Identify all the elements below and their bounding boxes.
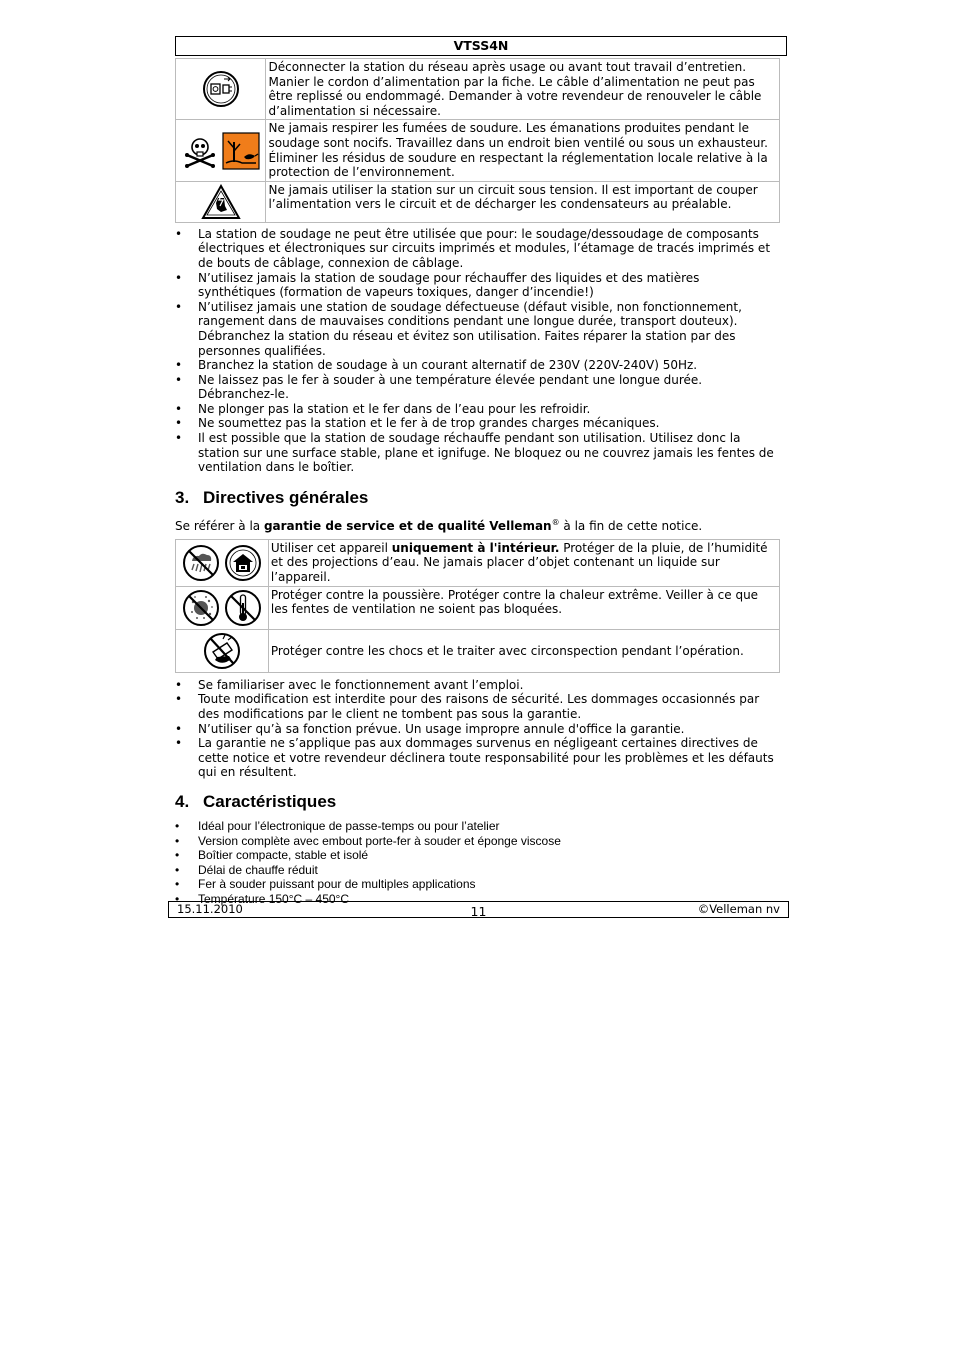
electric-shock-warning-icon <box>201 184 241 220</box>
guidelines-bullet-list <box>175 678 787 780</box>
icon-cell <box>176 181 266 222</box>
guidelines-table <box>175 539 780 673</box>
list-item: • N’utiliser qu’à sa fonction prévue. Un usage impropre annule d'office la garantie. <box>198 722 780 737</box>
warranty-note-bold: garantie de service et de qualité Velleman <box>263 518 552 533</box>
list-item: • Idéal pour l’électronique de passe-temps ou pour l’atelier <box>198 819 780 834</box>
warranty-note-text: à la fin de cette notice. <box>559 518 703 533</box>
list-item: • Température 150°C – 450°C <box>198 892 780 907</box>
warranty-note-text: Se référer à la <box>175 518 264 533</box>
table-text: Protéger contre la poussière. Protéger contre la chaleur extrême. Veiller à ce que les fentes de ventilation ne soient pas bloquées. <box>268 586 779 629</box>
list-item: • N’utilisez jamais la station de soudage pour réchauffer des liquides et des matières synthétiques (formation de vapeurs toxiques, danger d’incendie!) <box>198 271 780 300</box>
section-number: 4. <box>175 792 190 811</box>
safety-table <box>175 58 780 223</box>
list-item: • Version complète avec embout porte-fer à souder et éponge viscose <box>198 834 780 849</box>
no-heat-icon <box>224 589 262 627</box>
section-number: 3. <box>175 487 190 507</box>
warranty-note <box>175 515 787 534</box>
environment-hazard-icon <box>222 132 260 170</box>
table-row <box>176 629 780 672</box>
safety-bullet-list <box>175 227 787 475</box>
icon-cell <box>176 586 269 629</box>
list-item: • N’utilisez jamais une station de soudage défectueuse (défaut visible, non fonctionnement, rangement dans de mauvaises conditions pendant une longue durée, transport douteux). Débranchez la station du réseau et évitez son utilisation. Faites réparer la station par des personnes qualifiées. <box>198 300 780 358</box>
section-heading <box>175 488 787 508</box>
indoor-only-icon <box>224 544 262 582</box>
list-item: • Délai de chauffe réduit <box>198 863 780 878</box>
page-header <box>175 36 787 56</box>
indoor-only-emphasis: uniquement à l'intérieur. <box>391 540 560 555</box>
list-item: • La garantie ne s’applique pas aux dommages survenus en négligeant certaines directives de cette notice et votre revendeur déclinera toute responsabilité pour les problèmes et les défauts qui en résultent. <box>198 736 780 780</box>
table-text-part: Protéger de la pluie, de l’humidité et des projections d’eau. Ne jamais placer d’objet contenant un liquide sur l’appareil. <box>270 540 768 585</box>
table-row <box>176 586 780 629</box>
features-bullet-list <box>175 819 787 907</box>
list-item: • Ne laissez pas le fer à souder à une température élevée pendant une longue durée. Débranchez-le. <box>198 373 780 402</box>
toxic-skull-icon <box>182 133 218 169</box>
list-item: • Ne soumettez pas la station et le fer à de trop grandes charges mécaniques. <box>198 416 780 431</box>
page-footer <box>168 901 789 918</box>
list-item: • Fer à souder puissant pour de multiples applications <box>198 877 780 892</box>
footer-date: 15.11.2010 <box>177 902 243 916</box>
page-number: 11 <box>470 904 487 919</box>
list-item: • Branchez la station de soudage à un courant alternatif de 230V (220V-240V) 50Hz. <box>198 358 780 373</box>
icon-cell <box>176 539 269 586</box>
list-item: • Ne plonger pas la station et le fer dans de l’eau pour les refroidir. <box>198 402 780 417</box>
list-item: • La station de soudage ne peut être utilisée que pour: le soudage/dessoudage de composants électriques et électroniques sur circuits imprimés et modules, l’étamage de tracés imprimés et de bouts de câblage, connexion de câblage. <box>198 227 780 271</box>
table-text: Déconnecter la station du réseau après usage ou avant tout travail d’entretien. Manier le cordon d’alimentation par la fiche. Le câble d’alimentation ne peut pas être replissé ou endommagé. Demander à votre revendeur de renouveler le câble d’alimentation si nécessaire. <box>266 59 780 120</box>
table-text: Ne jamais utiliser la station sur un circuit sous tension. Il est important de couper l’alimentation vers le circuit et de décharger les condensateurs au préalable. <box>266 181 780 222</box>
table-text: Ne jamais respirer les fumées de soudure. Les émanations produites pendant le soudage sont nocifs. Travaillez dans un endroit bien ventilé ou sous un exhausteur. Éliminer les résidus de soudure en respectant la réglementation locale relative à la protection de l’environnement. <box>266 120 780 181</box>
unplug-icon <box>202 70 240 108</box>
table-row <box>176 59 780 120</box>
list-item: • Toute modification est interdite pour des raisons de sécurité. Les dommages occasionnés par des modifications par le client ne tombent pas sous la garantie. <box>198 692 780 721</box>
no-rain-icon <box>182 544 220 582</box>
list-item: • Il est possible que la station de soudage réchauffe pendant son utilisation. Utilisez donc la station sur une surface stable, plane et ignifuge. Ne bloquez ou ne couvrez jamais les fentes de ventilation dans le boîtier. <box>198 431 780 475</box>
no-dust-icon <box>182 589 220 627</box>
table-text: Protéger contre les chocs et le traiter avec circonspection pendant l’opération. <box>268 629 779 672</box>
table-text <box>268 539 779 586</box>
registered-mark: ® <box>551 517 560 527</box>
model-name: VTSS4N <box>453 38 509 53</box>
table-row <box>176 539 780 586</box>
section-title: Caractéristiques <box>203 792 337 811</box>
icon-cell <box>176 59 266 120</box>
icon-cell <box>176 120 266 181</box>
footer-copyright: ©Velleman nv <box>697 902 780 916</box>
table-text-part: Utiliser cet appareil <box>270 540 392 555</box>
list-item: • Se familiariser avec le fonctionnement avant l’emploi. <box>198 678 780 693</box>
section-title: Directives générales <box>203 487 369 507</box>
no-shock-icon <box>203 632 241 670</box>
table-row <box>176 181 780 222</box>
icon-cell <box>176 629 269 672</box>
table-row <box>176 120 780 181</box>
list-item: • Boîtier compacte, stable et isolé <box>198 848 780 863</box>
document-page <box>175 36 787 907</box>
section-heading <box>175 792 787 812</box>
